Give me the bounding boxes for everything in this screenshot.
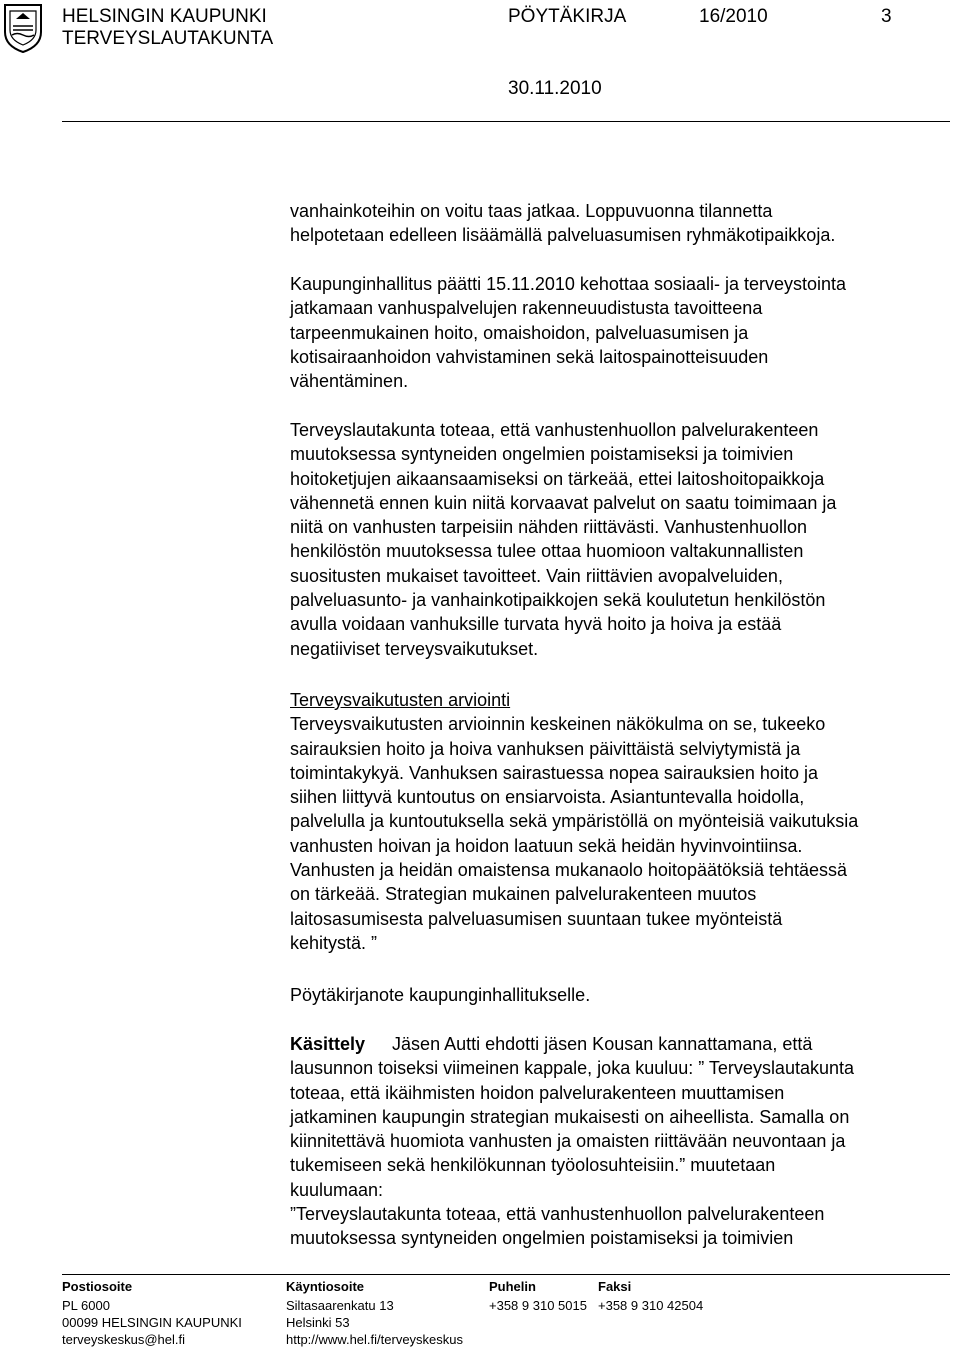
text-line: helpotetaan edelleen lisäämällä palveluasumisen ryhmäkotipaikkoja. (290, 225, 836, 246)
phone-number: +358 9 310 5015 (489, 1298, 587, 1313)
text-line: ”Terveyslautakunta toteaa, että vanhustenhuollon palvelurakenteen (290, 1204, 825, 1225)
fax-number: +358 9 310 42504 (598, 1298, 704, 1313)
text-line: vanhainkoteihin on voitu taas jatkaa. Loppuvuonna tilannetta (290, 201, 773, 221)
text-line: sairauksien hoito ja hoiva vanhuksen päivittäistä selviytymistä ja (290, 738, 801, 759)
text-line: lausunnon toiseksi viimeinen kappale, joka kuuluu: ” Terveyslautakunta (290, 1058, 855, 1079)
postal-heading: Postiosoite (62, 1279, 133, 1294)
text-line: hoitoketjujen aikaansaamiseksi on tärkeää, ettei laitoshoitopaikkoja (290, 468, 825, 489)
text-line: muutoksessa syntyneiden ongelmien poistamiseksi ja toimivien (290, 1228, 794, 1249)
text-line: henkilöstön muutoksessa tulee ottaa huomioon valtakunnallisten (290, 541, 804, 562)
text-line: toimintakykyä. Vanhuksen sairastuessa nopea sairauksien hoito ja (290, 762, 818, 783)
kasittely-first-line (290, 1032, 950, 1056)
text-line: tarpeenmukainen hoito, omaishoidon, palveluasumisen ja (290, 322, 749, 343)
text-line: Terveyslautakunta toteaa, että vanhustenhuollon palvelurakenteen (290, 420, 819, 440)
text-line: on tärkeää. Strategian mukainen palvelurakenteen muutos (290, 884, 757, 905)
fax-heading: Faksi (598, 1279, 632, 1294)
text-line: kehitystä. ” (290, 932, 378, 953)
text-line: avulla voidaan vanhuksille turvata hyvä hoito ja hoiva ja estää (290, 614, 782, 635)
text-line: jatkaminen kaupungin strategian mukaisesti on aiheellista. Samalla on (290, 1106, 850, 1127)
text-line: siihen liittyvä kuntoutus on ensiarvoista. Asiantuntevalla hoidolla, (290, 787, 805, 808)
paragraph-5 (290, 983, 950, 1007)
text-line: kiinnitettävä huomiota vanhusten ja omaisten riittävään neuvontaan ja (290, 1131, 846, 1152)
footer-rule (62, 1274, 950, 1275)
text-line: muutoksessa syntyneiden ongelmien poistamiseksi ja toimivien (290, 444, 794, 465)
text-line: vähennetä ennen kuin niitä korvaavat palvelut on saatu toimimaan ja (290, 492, 837, 513)
text-line: suositusten mukaiset tavoitteet. Vain riittävien avopalveluiden, (290, 565, 783, 586)
text-line: Terveysvaikutusten arvioinnin keskeinen näkökulma on se, tukeeko (290, 714, 826, 735)
text-line: Pöytäkirjanote kaupunginhallitukselle. (290, 985, 591, 1005)
org-name: HELSINGIN KAUPUNKI (62, 6, 267, 27)
section-heading: Terveysvaikutusten arviointi (290, 690, 511, 710)
paragraph-3 (290, 418, 950, 661)
text-line: jatkamaan vanhuspalvelujen rakenneuudistusta tavoitteena (290, 298, 763, 319)
paragraph-2 (290, 272, 950, 393)
text-line: palvelulla ja kuntoutuksella sekä ympäristöllä on myönteisiä vaikutuksia (290, 811, 859, 832)
text-line: Kaupunginhallitus päätti 15.11.2010 kehottaa sosiaali- ja terveystointa (290, 274, 847, 294)
page-number: 3 (881, 6, 892, 27)
text-line: negatiiviset terveysvaikutukset. (290, 638, 539, 659)
email-address: terveyskeskus@hel.fi (62, 1332, 186, 1347)
website-address: http://www.hel.fi/terveyskeskus (286, 1332, 464, 1347)
visit-line: Helsinki 53 (286, 1315, 350, 1330)
text-line: vanhusten hoivan ja hoidon laatuun sekä heidän hyvinvointiinsa. (290, 835, 803, 856)
kasittely-label: Käsittely (290, 1034, 366, 1054)
text-line: tukemiseen sekä henkilökunnan työolosuhteisiin.” muutetaan (290, 1155, 776, 1176)
postal-line: 00099 HELSINGIN KAUPUNKI (62, 1315, 242, 1330)
document-type: PÖYTÄKIRJA (508, 6, 627, 27)
text-line: kuulumaan: (290, 1179, 384, 1200)
section-terveysvaikutukset (290, 688, 950, 955)
helsinki-coat-of-arms-logo (2, 2, 44, 54)
text-line: toteaa, että ikäihmisten hoidon palvelurakenteen muuttamisen (290, 1082, 785, 1103)
header-rule (62, 121, 950, 122)
visit-heading: Käyntiosoite (286, 1279, 365, 1294)
document-number: 16/2010 (699, 6, 768, 27)
text-line: niitä on vanhusten tarpeisiin nähden riittävästi. Vanhustenhuollon (290, 517, 808, 538)
text-line: vähentäminen. (290, 371, 409, 392)
meeting-date: 30.11.2010 (508, 78, 602, 99)
kasittely-section (290, 1032, 950, 1251)
text-line: kotisairaanhoidon vahvistaminen sekä laitospainotteisuuden (290, 346, 769, 367)
paragraph-1 (290, 199, 950, 248)
text-line: laitosasumisesta palveluasumisen suuntaan tukee myönteistä (290, 908, 783, 929)
department-name: TERVEYSLAUTAKUNTA (62, 28, 274, 49)
text-line: Jäsen Autti ehdotti jäsen Kousan kannattamana, että (392, 1034, 813, 1054)
phone-heading: Puhelin (489, 1279, 536, 1294)
postal-line: PL 6000 (62, 1298, 110, 1313)
visit-line: Siltasaarenkatu 13 (286, 1298, 394, 1313)
text-line: palveluasunto- ja vanhainkotipaikkojen sekä koulutetun henkilöstön (290, 590, 826, 611)
text-line: Vanhusten ja heidän omaistensa mukanaolo hoitopäätöksiä tehtäessä (290, 860, 848, 881)
